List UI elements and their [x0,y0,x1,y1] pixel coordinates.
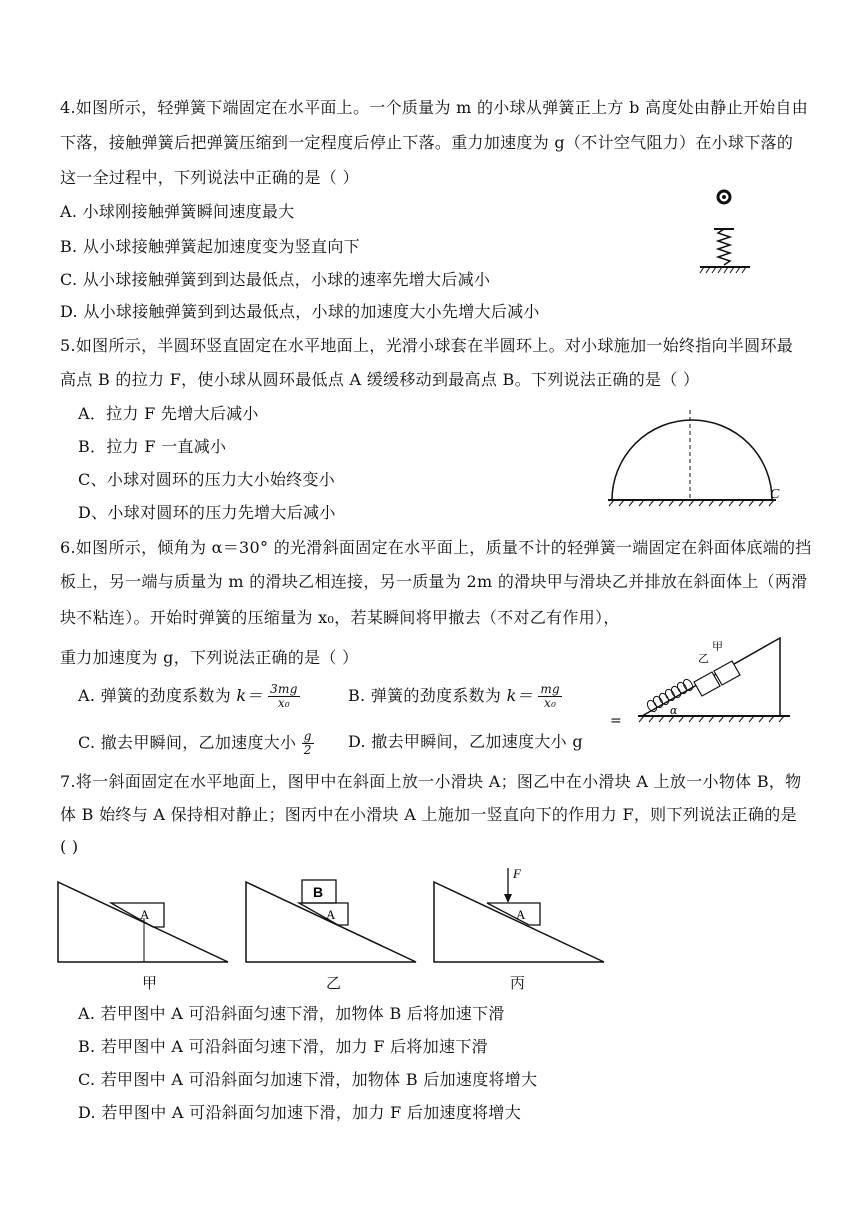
q5-option-d: D、小球对圆环的压力先增大后减小 [78,503,336,522]
q6-option-c [78,730,314,757]
q7-stem-line1: 7.将一斜面固定在水平地面上，图甲中在斜面上放一小滑块 A；图乙中在小滑块 A 上放一小物体 B，物 [60,772,802,791]
q7-fig3-label-f: F [513,866,521,881]
q4-stem-line3: 这一全过程中，下列说法中正确的是（ ） [60,168,359,187]
q5-option-a: A．拉力 F 先增大后减小 [78,404,259,423]
q4-option-b: B. 从小球接触弹簧起加速度变为竖直向下 [60,237,360,256]
stray-mark: = [610,713,622,729]
q6-option-b-k: k＝ [506,686,533,705]
q4-option-d: D. 从小球接触弹簧到到达最低点，小球的加速度大小先增大后减小 [60,302,540,321]
q6-label-alpha: α [670,704,678,717]
q7-fig2-label-b: B [313,884,324,900]
q6-option-c-fraction: $\frac{g}{2}$ [303,729,312,757]
q7-fig1-caption: 甲 [142,974,158,992]
q7-fig3-caption: 丙 [510,974,526,992]
q7-fig2-label-a: A [326,907,336,922]
q7-stem-line3: ( ) [60,837,79,856]
block-a [299,903,348,925]
q7-option-d: D. 若甲图中 A 可沿斜面匀加速下滑，加力 F 后加速度将增大 [78,1103,522,1122]
q6-stem-line2: 板上，另一端与质量为 m 的滑块乙相连接，另一质量为 2m 的滑块甲与滑块乙并排放在斜面体上（两滑 [60,572,808,591]
q6-incline-figure [630,630,800,725]
q6-option-b-text: B. 弹簧的劲度系数为 [348,686,502,705]
block-a [111,903,164,927]
q7-fig2-caption: 乙 [326,974,342,992]
q7-option-b: B. 若甲图中 A 可沿斜面匀速下滑，加力 F 后将加速下滑 [78,1037,488,1056]
q5-stem-line1: 5.如图所示，半圆环竖直固定在水平地面上，光滑小球套在半圆环上。对小球施加一始终指向半圆环最 [60,336,794,355]
q5-option-c: C、小球对圆环的压力大小始终变小 [78,470,336,489]
q7-figure-bing [432,866,612,966]
q6-option-b-fraction: $\frac{mg}{\text{x₀}}$ [540,682,560,710]
q7-figure-yi [244,878,420,966]
q4-spring-figure [690,185,760,285]
q7-figure-jia [56,878,232,966]
q5-option-b: B．拉力 F 一直减小 [78,437,227,456]
q4-option-a: A. 小球刚接触弹簧瞬间速度最大 [60,202,295,221]
q6-option-b [348,683,562,710]
q4-stem-line2: 下落，接触弹簧后把弹簧压缩到一定程度后停止下落。重力加速度为 g（不计空气阻力）在小球下落的 [60,133,794,152]
q7-option-a: A. 若甲图中 A 可沿斜面匀速下滑，加物体 B 后将加速下滑 [78,1004,505,1023]
q6-label-jia: 甲 [712,640,723,653]
q6-option-d: D. 撤去甲瞬间，乙加速度大小 g [348,732,583,751]
q7-stem-line2: 体 B 始终与 A 保持相对静止；图丙中在小滑块 A 上施加一竖直向下的作用力 F，则下列说法正确的是 [60,805,797,824]
q5-label-c: C [770,487,780,502]
q5-stem-line2: 高点 B 的拉力 F，使小球从圆环最低点 A 缓缓移动到最高点 B。下列说法正确的是（ ） [60,370,700,389]
q4-stem-line1: 4.如图所示，轻弹簧下端固定在水平面上。一个质量为 m 的小球从弹簧正上方 b 高度处由静止开始自由 [60,98,809,117]
q6-option-c-text: C. 撤去甲瞬间，乙加速度大小 [78,733,297,752]
q6-stem-line3: 块不粘连）。开始时弹簧的压缩量为 x₀，若某瞬间将甲撤去（不对乙有作用）， [60,608,620,627]
block-a [487,903,540,925]
q6-label-yi: 乙 [698,652,709,665]
q6-option-a-text: A. 弹簧的劲度系数为 [78,686,232,705]
q6-option-a [78,683,300,710]
q6-stem-line1: 6.如图所示，倾角为 α＝30° 的光滑斜面固定在水平面上，质量不计的轻弹簧一端固定在斜面体底端的挡 [60,538,812,557]
q6-stem-line4: 重力加速度为 g，下列说法正确的是（ ） [60,648,359,667]
q7-fig3-label-a: A [516,907,526,922]
q4-option-c: C. 从小球接触弹簧到到达最低点，小球的速率先增大后减小 [60,270,491,289]
q6-option-a-fraction: $\frac{3mg}{\text{x₀}}$ [270,682,298,710]
q7-option-c: C. 若甲图中 A 可沿斜面匀加速下滑，加物体 B 后加速度将增大 [78,1070,538,1089]
spring-icon [718,229,730,265]
q7-fig1-label-a: A [140,907,150,922]
q5-semicircle-figure [590,400,790,520]
q6-option-a-k: k＝ [236,686,263,705]
